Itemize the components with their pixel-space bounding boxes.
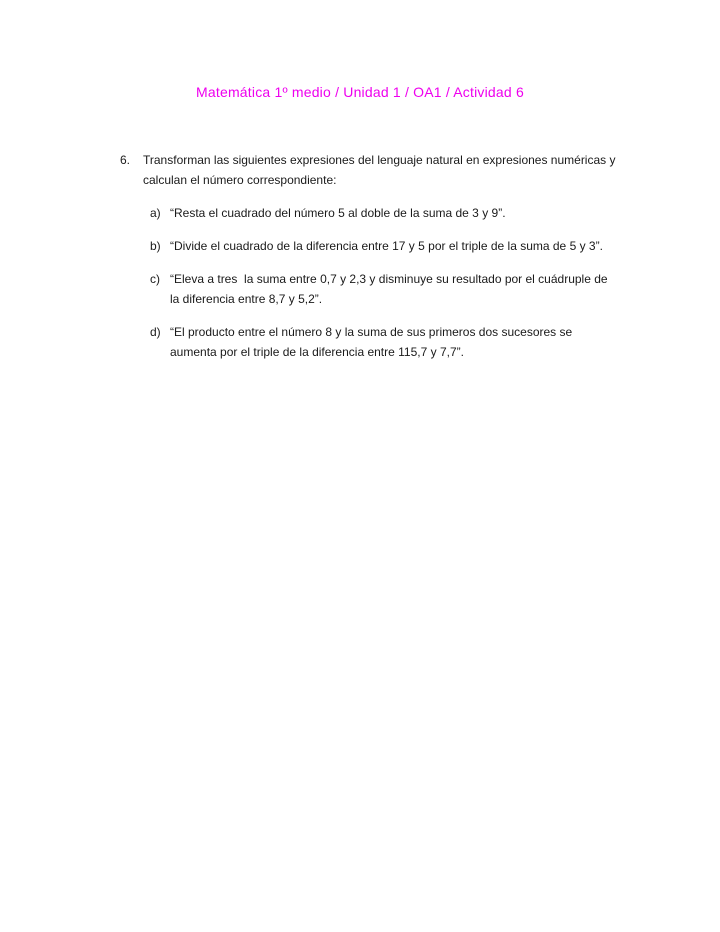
item-label-d: d) bbox=[150, 325, 161, 339]
list-item bbox=[150, 236, 610, 256]
item-text-c: “Eleva a tres la suma entre 0,7 y 2,3 y disminuye su resultado por el cuádruple de la diferencia entre 8,7 y 5,2”. bbox=[170, 272, 611, 306]
exercise-number: 6. bbox=[120, 153, 131, 167]
item-text-a: “Resta el cuadrado del número 5 al doble de la suma de 3 y 9”. bbox=[170, 206, 506, 220]
list-item bbox=[150, 322, 610, 362]
exercise-items bbox=[150, 203, 610, 362]
item-text-b: “Divide el cuadrado de la diferencia entre 17 y 5 por el triple de la suma de 5 y 3”. bbox=[170, 239, 603, 253]
page-title: Matemática 1º medio / Unidad 1 / OA1 / Actividad 6 bbox=[196, 84, 524, 100]
exercise-prompt: Transforman las siguientes expresiones del lenguaje natural en expresiones numéricas y calculan el número correspondiente: bbox=[143, 153, 619, 187]
item-label-b: b) bbox=[150, 239, 161, 253]
exercise-head bbox=[120, 150, 625, 190]
item-label-c: c) bbox=[150, 272, 160, 286]
exercise-block bbox=[120, 150, 625, 362]
item-label-a: a) bbox=[150, 206, 161, 220]
list-item bbox=[150, 203, 610, 223]
item-text-d: “El producto entre el número 8 y la suma de sus primeros dos sucesores se aumenta por el triple de la diferencia entre 115,7 y 7,7”. bbox=[170, 325, 576, 359]
list-item bbox=[150, 269, 610, 309]
